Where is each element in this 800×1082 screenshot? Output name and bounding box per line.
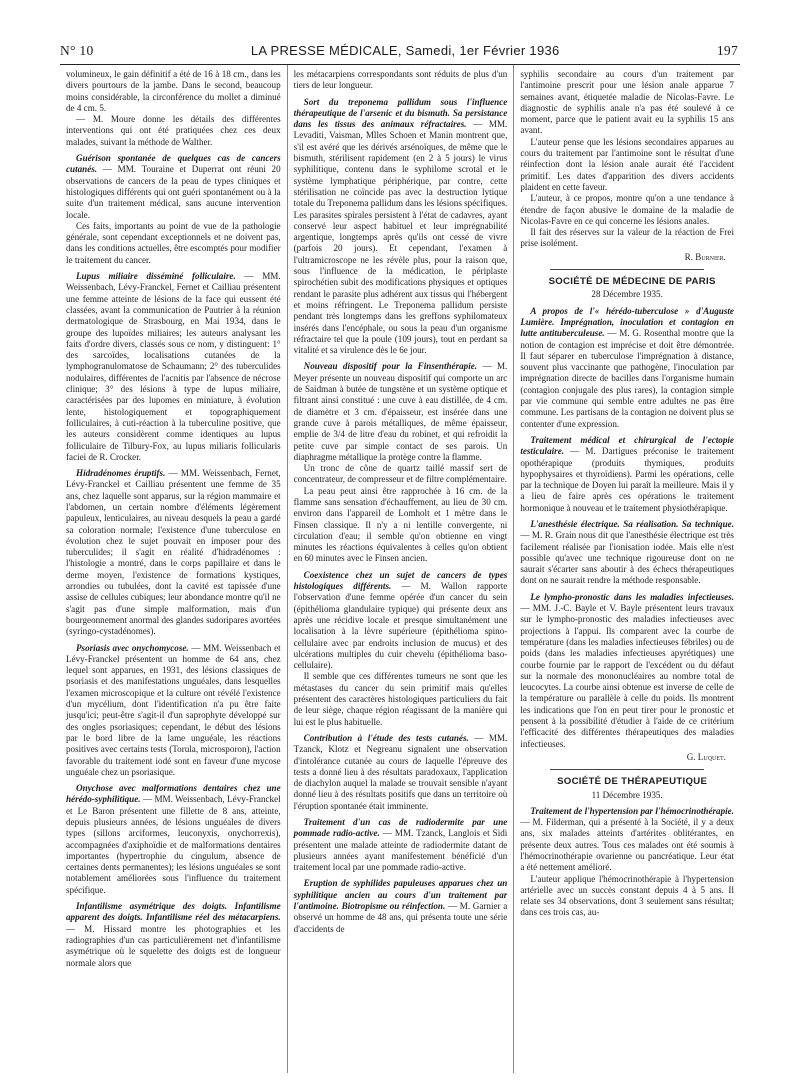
paragraph: Ces faits, importants au point de vue de la pathologie générale, sont cependant exceptionnels et ne doivent pas, dans les conditions actuelles, être escomptés pour modifier le traitement du cancer.	[66, 220, 281, 265]
paragraph: — MM. J.-C. Bayle et V. Bayle présentent leurs travaux sur le lympho-pronostic des maladies infectieuses avec projections à l'appui. Ils comparent avec la courbe de température (dans les maladies infectieuses fébriles) ou de poids (dans les maladies infectieuses apyrétiques) une courbe fournie par le rapport de l'excédent ou du défaut sur la normale des mononucléaires au nombre total de leucocytes. La courbe ainsi obtenue est inverse de celle de la température ou parallèle à celle du poids. Ils montrent les indications que l'on en peut tirer pour le pronostic et pensent à la possibilité d'étudier à l'aide de ce critérium l'efficacité des différentes thérapeutiques des maladies infectieuses.	[520, 603, 734, 749]
column-2	[287, 65, 514, 1073]
paragraph: — M. Garnier a observé un homme de 48 ans, qui présenta toute une série d'accidents de	[293, 901, 508, 934]
paragraph: — MM. Touraine et Duperrat ont réuni 20 observations de cancers de la peau de types cliniques et histologiques différents qui ont guéri spontanément ou à la suite d'un traitement médical, sans aucune intervention locale.	[66, 164, 281, 220]
column-3	[513, 65, 740, 1073]
paragraph: — M. G. Rosenthal montre que la notion de contagion est imprécise et doit être démontrée. Il faut séparer en tuberculose l'imprégnation à distance, souvent plus vaccinante que pathogène, l'inoculation par imprégnation directe de bacilles dans l'organisme humain (contagion conjugale des plus rares), la contagion simple par vie commune qui semble entre adultes ne pas être commune. Les partisans de la contagion ne doivent plus se contenter d'une expression.	[520, 328, 734, 429]
paragraph: — M. Moure donne les détails des différentes interventions qui ont été pratiquées chez ces deux malades, suivant la méthode de Walther.	[66, 114, 281, 147]
paragraph: — MM. Levaditi, Vaisman, Mlles Schoen et Manin montrent que, s'il est avéré que les dérivés arsénoïques, de même que le bismuth, stérilisent rapidement (en 2 à 5 jours) le virus syphilitique, contenu dans le syphilome scrotal et le système lymphatique périphérique, par contre, cette stérilisation ne coïncide pas avec la destruction lytique totale du Treponema pallidum dans les lésions spécifiques. Les parasites spirales persistent à l'état de cadavres, ayant conservé leur aspect habituel et leur imprégnabilité argentique, longtemps après qu'ils ont cessé de vivre (parfois 20 jours). Et cependant, l'examen à l'ultramicroscope ne les révèle plus, pour la raison que, sous l'influence de la médication, le périplaste spirochétien subit des modifications physiques et optiques rendant le parasite plus adhérent aux tissus qui l'hébergent et moins réfringent. Le Treponema pallidum persiste pendant très longtemps dans les greffons syphilomateux insérés dans l'encéphale, ou sous la peau d'un organisme réfractaire tel que la poule (109 jours), tout en perdant sa vitalité et sa virulence dès le 6e jour.	[293, 119, 508, 356]
author-signature: G. Luquet.	[686, 751, 726, 762]
section-divider	[550, 769, 704, 770]
paragraph: — MM. Tzanck, Klotz et Negreanu signalent une observation d'intolérance cutanée au cours de laquelle l'épreuve des tests a donné lieu à des résultats paradoxaux, l'application de diachylon auquel la malade se trouvait sensible n'ayant donné lieu à des résultats positifs que dans un territoire où l'éruption spontanée était imminente.	[293, 732, 508, 811]
paragraph: — M. Hissard montre les photographies et les radiographies d'un cas particulièrement net d'infantilisme asymétrique où le squelette des doigts est de longueur normale alors que	[66, 923, 281, 968]
section-heading: Lupus miliaire disséminé folliculaire.	[76, 271, 236, 282]
paragraph: les métacarpiens correspondants sont réduits de plus d'un tiers de leur longueur.	[293, 69, 508, 91]
section-heading: Traitement médical et chirurgical de l'ectopie testiculaire.	[520, 434, 734, 457]
paragraph: Il semble que ces différentes tumeurs ne sont que les métastases du cancer du sein primitif mais qu'elles présentent des caractères histologiques particuliers du fait de leur siège, chaque région réagissant de la manière qui lui est le plus habituelle.	[293, 671, 508, 727]
paragraph: — MM. Weissenbach, Lévy-Franckel et Le Baron présentent une fillette de 8 ans, atteinte, depuis plusieurs années, de lésions unguéales de divers types (sillons arciformes, leuconyxis, onychorrexis), accompagnées d'axiphoïdie et de malformations dentaires importantes (hypertrophie du cingulum, absence de certaines dents permanentes); les lésions unguéales se sont notablement améliorées sous l'influence du traitement spécifique.	[66, 794, 281, 895]
issue-number: N° 10	[60, 43, 94, 58]
section-heading: Coexistence chez un sujet de cancers de types histologiques différents.	[293, 569, 508, 592]
section-heading: Nouveau dispositif pour la Finsenthérapie.	[303, 361, 478, 372]
section-heading: Hidradénomes éruptifs.	[76, 468, 166, 479]
paragraph: — MM. Weissenbach, Lévy-Franckel, Fernet et Cailliau présentent une femme atteinte de lésions de la face qui eussent été classées, avant la communication de Pautrier à la réunion dermatologique de Strasbourg, en Mai 1934, dans le groupe des lupoïdes miliaires; les auteurs analysant les faits d'ordre divers, classés sous ce nom, y distinguent: 1° des sarcoïdes, localisations cutanées de la lymphogranulomatose de Schaumann; 2° des tuberculides nodulaires, différentes de l'acnitis par l'absence de nécrose clinique; 3° des lésions à type de lupus miliaire, caractérisées par des lupomes en miniature, à évolution lente, histologiquement et topographiquement folliculaires, à cuti-réaction à la tuberculine positive, que les auteurs considèrent comme identiques au lupus folliculaire de Tilbury-Fox, au lupus miliaris follicularis faciei de R. Crocker.	[66, 271, 281, 462]
paragraph: Il fait des réserves sur la valeur de la réaction de Frei prise isolément.	[520, 227, 734, 249]
section-heading: Onychose avec malformations dentaires chez une hérédo-syphilitique.	[66, 783, 281, 805]
paragraph: Un tronc de cône de quartz taillé massif sert de concentrateur, de compresseur et de filtre complémentaire.	[293, 463, 508, 485]
paragraph: — MM. Weissenbach et Lévy-Franckel présentent un homme de 64 ans, chez lequel sont apparues, en 1931, des lésions classiques de psoriasis et des manifestations unguéales, dans lesquelles l'examen microscopique et la culture ont révélé l'existence d'un mycélium, dont l'identification n'a pu être faite jusqu'ici; peut-être s'agit-il d'un saprophyte développé sur des ongles psoriasiques; cependant, le début des lésions par le bord libre de la lame unguéale, les réactions positives avec certains tests (Torula, microsporon), l'action favorable du traitement iodé sont en faveur d'une mycose unguéale chez un psoriasique.	[66, 642, 281, 777]
section-heading: Sort du treponema pallidum sous l'influence thérapeutique de l'arsenic et du bismuth. Sa persistance dans les tissus des animaux réfractaires.	[293, 96, 508, 130]
paragraph: — M. Dartigues préconise le traitement opothérapique (produits thymiques, produits hypophysaires et thyroïdiens). Parmi les opérations, celle par la technique de Doyen lui paraît la meilleure. Mais il y a lieu de faire après ces opérations le traitement hormonique à nouveau et le traitement physiothérapique.	[520, 446, 734, 513]
section-heading: Eruption de syphilides papuleuses apparues chez un syphilitique ancien au cours d'un traitement par l'antimoine. Biotropisme ou réinfection.	[293, 878, 508, 912]
article-columns	[60, 64, 740, 1077]
paragraph: — M. Wallon rapporte l'observation d'une femme opérée d'un cancer du sein (épithélioma glandulaire typique) qui présente deux ans après une récidive locale et presque simultanément une localisation à la lèvre supérieure (épithélioma spino-cellulaire avec par endroits inclusion de mucus) et des ulcérations multiples du cuir chevelu (épithélioma baso-cellulaire).	[293, 581, 508, 671]
paragraph: — MM. Weissenbach, Fernet, Lévy-Franckel et Cailliau présentent une femme de 35 ans, chez laquelle sont apparus, sur la région mammaire et l'abdomen, un certain nombre d'éléments légèrement papuleux, lenticulaires, au niveau desquels la peau a gardé sa coloration normale; l'existence d'une tuberculose en évolution chez le sujet pouvait en imposer pour des tuberculides; il s'agit en réalité d'hidradénomes : l'histologie a montré, dans le corps papillaire et dans le derme moyen, l'existence de formations kystiques, arrondies ou tubulées, dont la cavité est tapissée d'une assise de cellules cubiques; leur abondance montre qu'il ne s'agit pas d'une simple malformation, mais d'un bourgeonnement anormal des glandes sudoripares avortées (syringo-cystadénomes).	[66, 468, 281, 637]
paragraph: syphilis secondaire au cours d'un traitement par l'antimoine prescrit pour une lésion anale apparue 7 semaines avant, étiquetée maladie de Nicolas-Favre. Le diagnostic de syphilis anale n'a pas été soulevé à ce moment, parce que le patient avait eu la syphilis 15 ans avant.	[520, 69, 734, 136]
section-heading: Le lympho-pronostic dans les maladies infectieuses.	[530, 591, 734, 602]
section-heading: A propos de l'« hérédo-tuberculose » d'Auguste Lumière. Imprégnation, inoculation et contagion en lutte antituberculeuse.	[520, 305, 734, 339]
paragraph: L'auteur applique l'hémocrinothérapie à l'hypertension artérielle avec un succès constant depuis 4 à 5 ans. Il relate ses 34 observations, dont 3 seulement sans résultat; dans ces trois cas, au-	[520, 873, 734, 918]
section-heading: Traitement d'un cas de radiodermite par une pommade radio-active.	[293, 817, 508, 839]
paragraph: L'auteur, à ce propos, montre qu'on a une tendance à étendre de façon abusive le domaine de la maladie de Nicolas-Favre en ce qui concerne les lésions anales.	[520, 193, 734, 226]
paragraph: — M. Filderman, qui a présenté à la Société, il y a deux ans, six malades atteints d'artérites oblitérantes, en présente deux autres. Tous ces malades ont été soumis à l'hémocrinothérapie ovarienne ou pancréatique. Leur état a été nettement amélioré.	[520, 817, 734, 873]
session-date: 11 Décembre 1935.	[591, 789, 663, 800]
paragraph: volumineux, le gain définitif a été de 16 à 18 cm., dans les divers pourtours de la jambe. Dans le second, beaucoup moins considérable, la circonférence du mollet a diminué de 4 cm. 5.	[66, 69, 281, 113]
society-heading: SOCIÉTÉ DE MÉDECINE DE PARIS	[548, 276, 716, 288]
author-signature: R. Burnier.	[684, 251, 726, 262]
page-header	[60, 43, 738, 63]
section-heading: Psoriasis avec onychomycose.	[76, 642, 189, 653]
section-divider	[550, 269, 704, 270]
journal-title: LA PRESSE MÉDICALE, Samedi, 1er Février 1936	[250, 43, 560, 58]
paragraph: L'auteur pense que les lésions secondaires apparues au cours du traitement par l'antimoine sont le résultat d'une réinfection dont la lésion anale aurait été l'accident primitif. Les dates d'apparition des divers accidents plaident en cette faveur.	[520, 136, 734, 192]
session-date: 28 Décembre 1935.	[591, 289, 663, 300]
paragraph: — M. Meyer présente un nouveau dispositif qui comporte un arc de Saidman à butée de tungstène et un système optique et filtrant ainsi constitué : une cuve à eau distillée, de 4 cm. de diamètre et 3 cm. d'épaisseur, est insérée dans une grande cuve à parois métalliques, de même épaisseur, emplie de 3/4 de litre d'eau du robinet, et qui refroidit la petite cuve par simple contact de ses parois. Un diaphragme métallique la protège contre la flamme.	[293, 361, 508, 462]
paragraph: — MM. Tzanck, Langlois et Sidi présentent une malade atteinte de radiodermite datant de plusieurs années ayant manifestement bénéficié d'un traitement local par une pommade radio-active.	[293, 828, 508, 873]
section-heading: L'anesthésie électrique. Sa réalisation. Sa technique.	[530, 518, 734, 529]
section-heading: Infantilisme asymétrique des doigts. Infantilisme apparent des doigts. Infantilisme réel des métacarpiens.	[66, 901, 281, 923]
society-heading: SOCIÉTÉ DE THÉRAPEUTIQUE	[557, 776, 708, 788]
paragraph: — M. R. Grain nous dit que l'anesthésie électrique est très facilement réalisée par l'ionisation iodée. Mais elle n'est possible qu'avec une technique rigoureuse dont on ne saurait s'écarter sans aboutir à des échecs thérapeutiques dont on ne saurait rendre la méthode responsable.	[520, 530, 734, 586]
section-heading: Traitement de l'hypertension par l'hémocrinothérapie.	[530, 805, 734, 816]
section-heading: Contribution à l'étude des tests cutanés.	[303, 732, 469, 743]
section-heading: Guérison spontanée de quelques cas de cancers cutanés.	[66, 153, 281, 175]
column-1	[60, 65, 287, 1073]
page-number: 197	[716, 43, 738, 58]
paragraph: La peau peut ainsi être rapprochée à 16 cm. de la flamme sans sensation d'échauffement, au lieu de 30 cm. environ dans l'appareil de Lomholt et 1 mètre dans le Finsen classique. Il n'y a ni lentille convergente, ni circulation d'eau; il semble qu'on obtienne en vingt minutes les réactions équivalentes à celles qu'on obtient en 60 minutes avec le Finsen ancien.	[293, 485, 508, 564]
